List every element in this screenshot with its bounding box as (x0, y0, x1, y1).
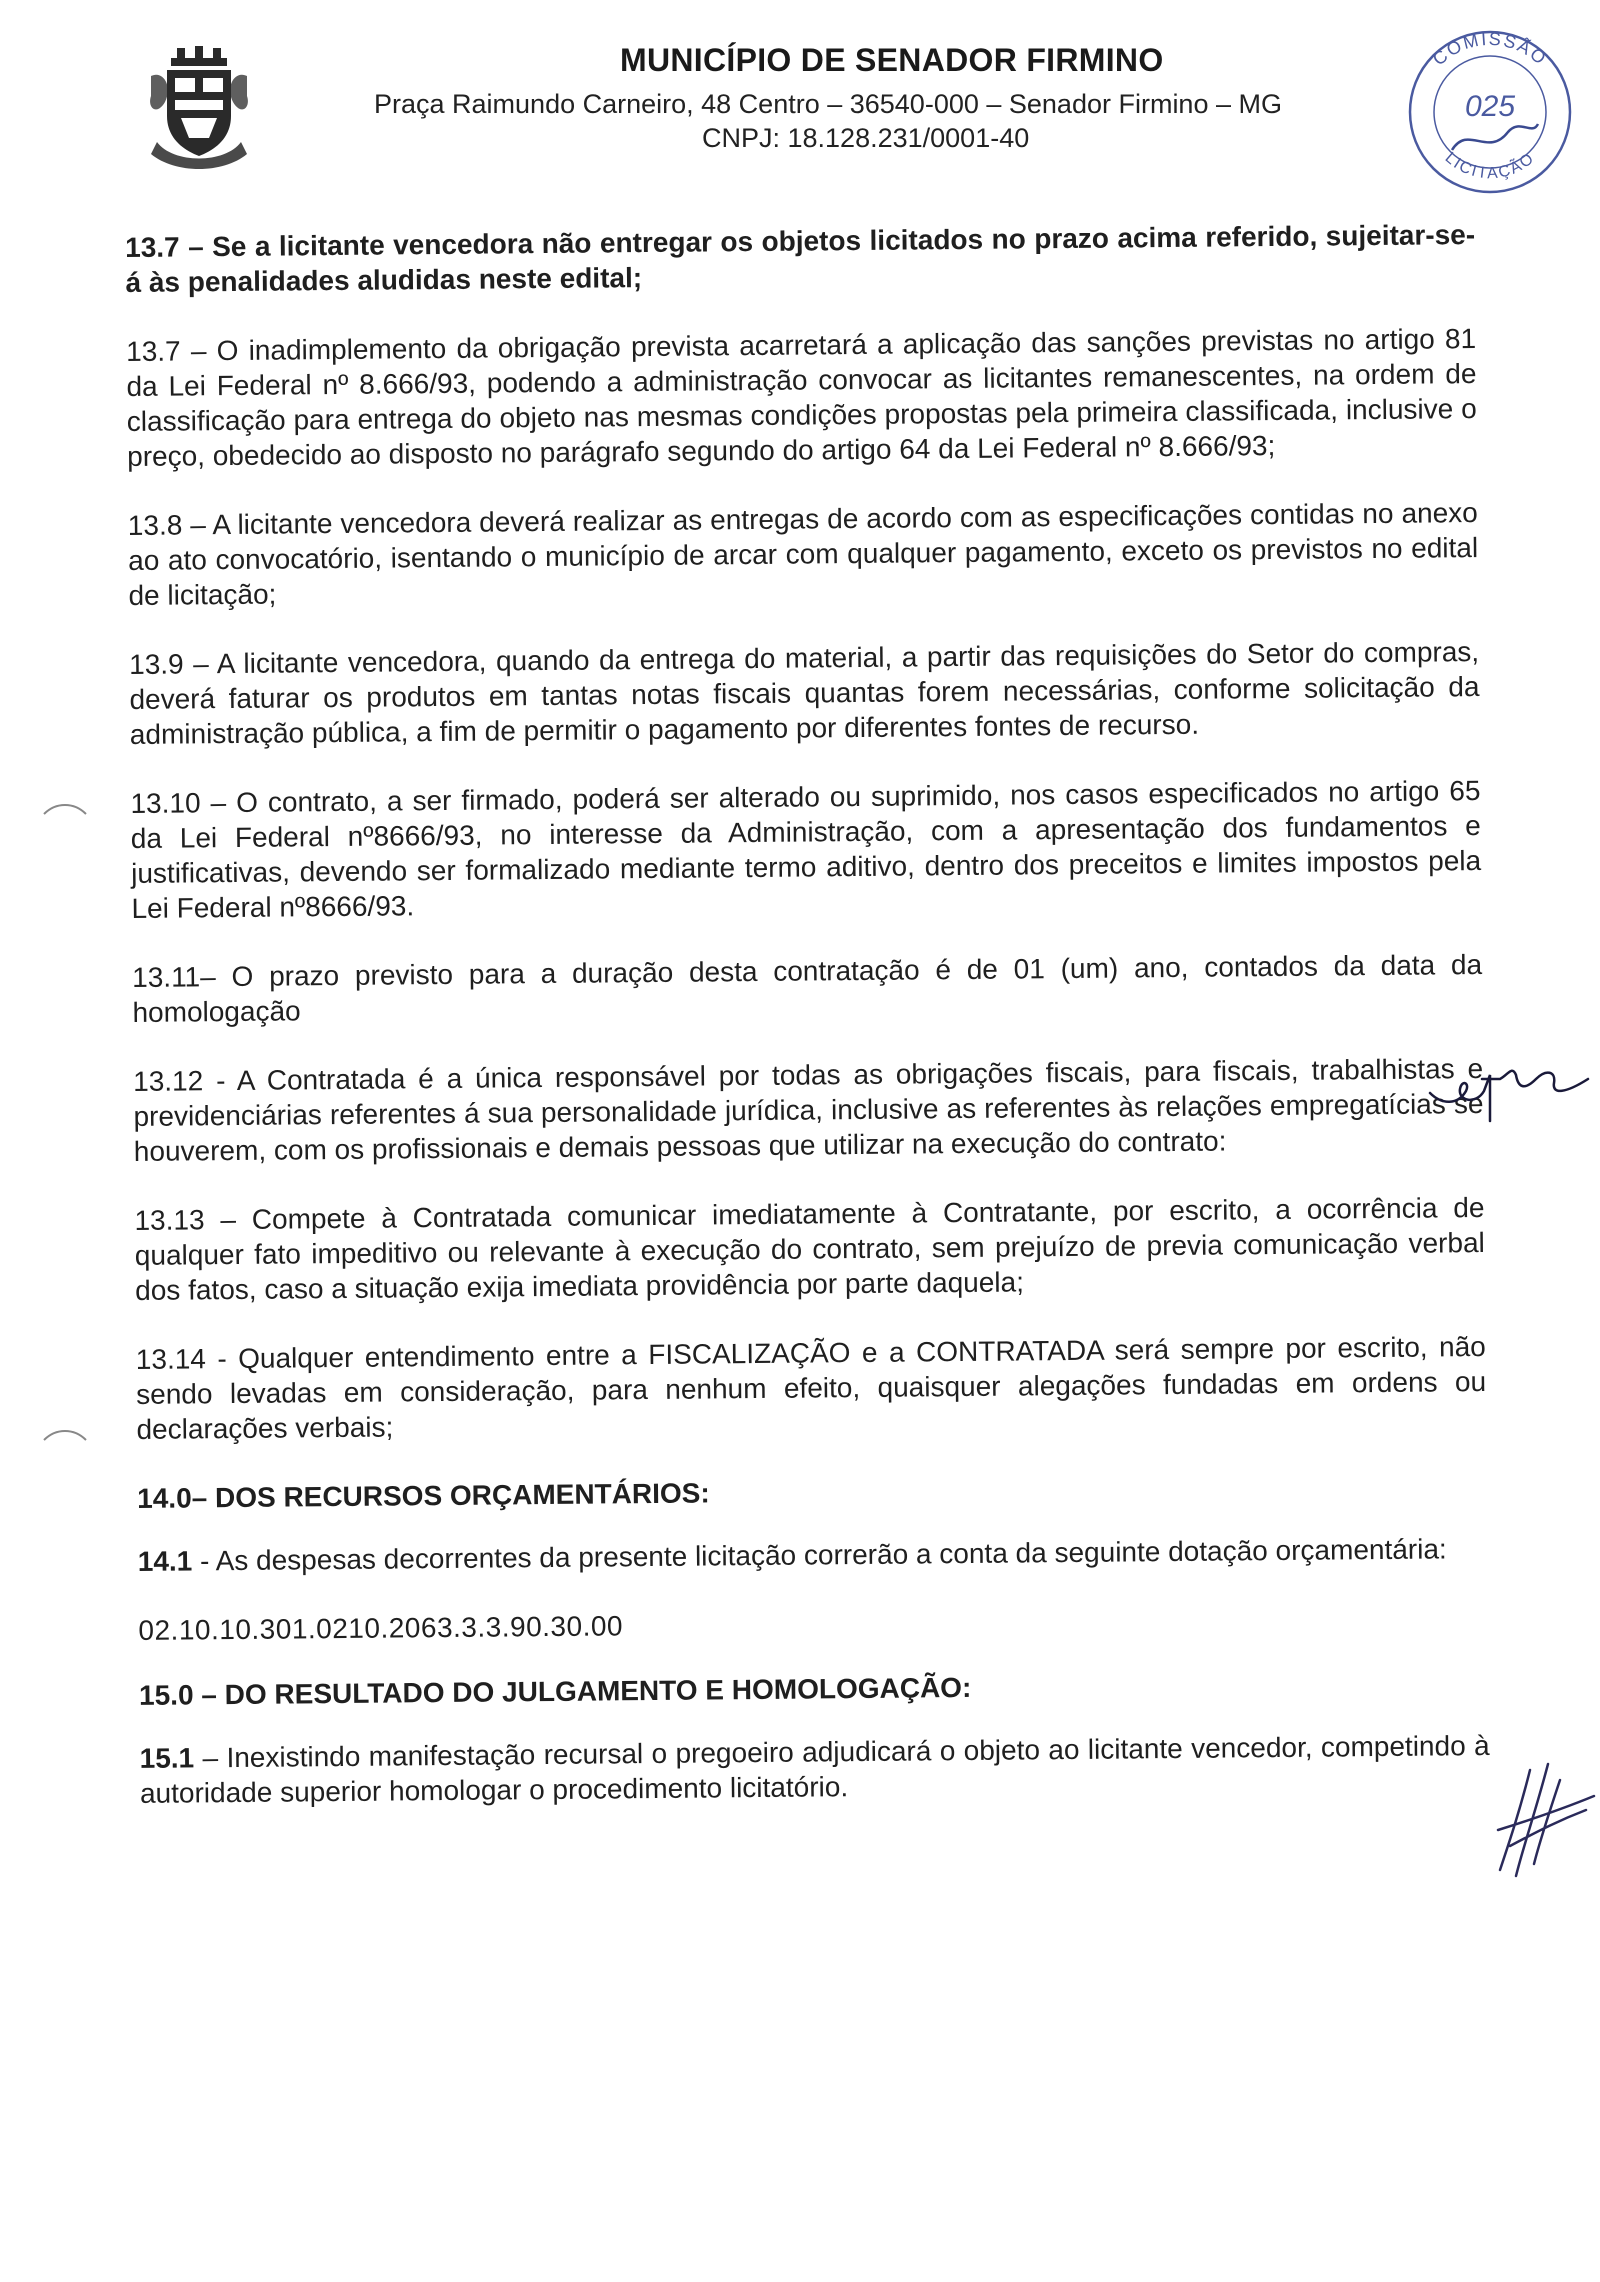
handwritten-signature (1490, 1760, 1600, 1880)
clause-13-7-default: 13.7 – O inadimplemento da obrigação prevista acarretará a aplicação das sanções previstas no artigo 81 da Lei Federal nº 8.666/93, podendo a administração convocar as licitantes remanescentes, na ordem de classificação para entrega do objeto nas mesmas condições propostas pela primeira classificada, inclusive o preço, obedecido ao disposto no parágrafo segundo do artigo 64 da Lei Federal nº 8.666/93; (126, 323, 1477, 472)
org-cnpj: CNPJ: 18.128.231/0001-40 (702, 123, 1030, 153)
clause-13-13: 13.13 – Compete à Contratada comunicar imediatamente à Contratante, por escrito, a ocorrência de qualquer fato impeditivo ou relevante à execução do contrato, sem prejuízo de previa comunicação verbal dos fatos, caso a situação exija imediata providência por parte daquela; (134, 1191, 1485, 1306)
clause-13-7-penalty: 13.7 – Se a licitante vencedora não entregar os objetos licitados no prazo acima referido, sujeitar-se-á às penalidades aludidas neste edital; (125, 219, 1476, 298)
stamp-bottom-text: LICITAÇÃO (1441, 149, 1539, 183)
org-address: Praça Raimundo Carneiro, 48 Centro – 36540-000 – Senador Firmino – MG (374, 89, 1282, 119)
clause-14-1-text: - As despesas decorrentes da presente licitação correrão a conta da seguinte dotação orçamentária: (192, 1533, 1447, 1577)
org-name: MUNICÍPIO DE SENADOR FIRMINO (620, 42, 1164, 78)
commission-stamp (1390, 20, 1590, 200)
clause-13-8: 13.8 – A licitante vencedora deverá realizar as entregas de acordo com as especificações contidas no anexo ao ato convocatório, isentando o município de arcar com qualquer pagamento, exceto os previstos no edital de licitação; (127, 497, 1479, 611)
clause-14-1 (138, 1531, 1488, 1579)
clause-13-9: 13.9 – A licitante vencedora, quando da entrega do material, a partir das requisições do Setor do compras, deverá faturar os produtos em tantas notas fiscais quantas forem necessárias, conforme solicitação da administração pública, a fim de permitir o pagamento por diferentes fontes de recurso. (129, 636, 1480, 750)
letterhead (0, 0, 1600, 220)
section-15-heading: 15.0 – DO RESULTADO DO JULGAMENTO E HOMOLOGAÇÃO: (138, 1671, 972, 1711)
coat-of-arms-icon (143, 46, 255, 176)
clause-14-1-number: 14.1 (137, 1545, 193, 1577)
clause-13-14: 13.14 - Qualquer entendimento entre a FISCALIZAÇÃO e a CONTRATADA será sempre por escrito, não sendo levadas em consideração, para nenhum efeito, quaisquer alegações fundadas em ordens ou declarações verbais; (135, 1330, 1487, 1445)
hole-punch-mark (40, 798, 90, 818)
svg-text:COMISSÃO (1429, 29, 1551, 70)
section-14-heading: 14.0– DOS RECURSOS ORÇAMENTÁRIOS: (137, 1477, 710, 1514)
handwritten-initials (1418, 1035, 1598, 1125)
stamp-top-text: COMISSÃO (1428, 28, 1552, 70)
budget-code: 02.10.10.301.0210.2063.3.3.90.30.00 (138, 1610, 624, 1646)
clause-15-1 (140, 1728, 1491, 1811)
clause-13-12: 13.12 - A Contratada é a única responsável por todas as obrigações fiscais, para fiscais, trabalhistas e previdenciárias referentes á sua personalidade jurídica, inclusive as referentes às relações empregatícias se houverem, com os profissionais e demais pessoas que utilizar na execução do contrato: (133, 1053, 1484, 1167)
clause-13-10: 13.10 – O contrato, a ser firmado, poderá ser alterado ou suprimido, nos casos especificados no artigo 65 da Lei Federal nº8666/93, no interesse da Administração, com a apresentação dos fundamentos e justificativas, devendo ser formalizado mediante termo aditivo, dentro dos preceitos e limites impostos pela Lei Federal nº8666/93. (130, 775, 1482, 924)
clause-13-11: 13.11– O prazo previsto para a duração desta contratação é de 01 (um) ano, contados da data da homologação (132, 949, 1483, 1028)
svg-text:LICITAÇÃO (1442, 149, 1539, 182)
hole-punch-mark (40, 1424, 90, 1444)
clause-15-1-text: – Inexistindo manifestação recursal o pregoeiro adjudicará o objeto ao licitante vencedor, competindo à autoridade superior homologar o procedimento licitatório. (139, 1729, 1490, 1809)
document-body (125, 217, 1490, 1845)
stamp-number: 025 (1464, 90, 1516, 123)
clause-15-1-number: 15.1 (139, 1742, 195, 1774)
